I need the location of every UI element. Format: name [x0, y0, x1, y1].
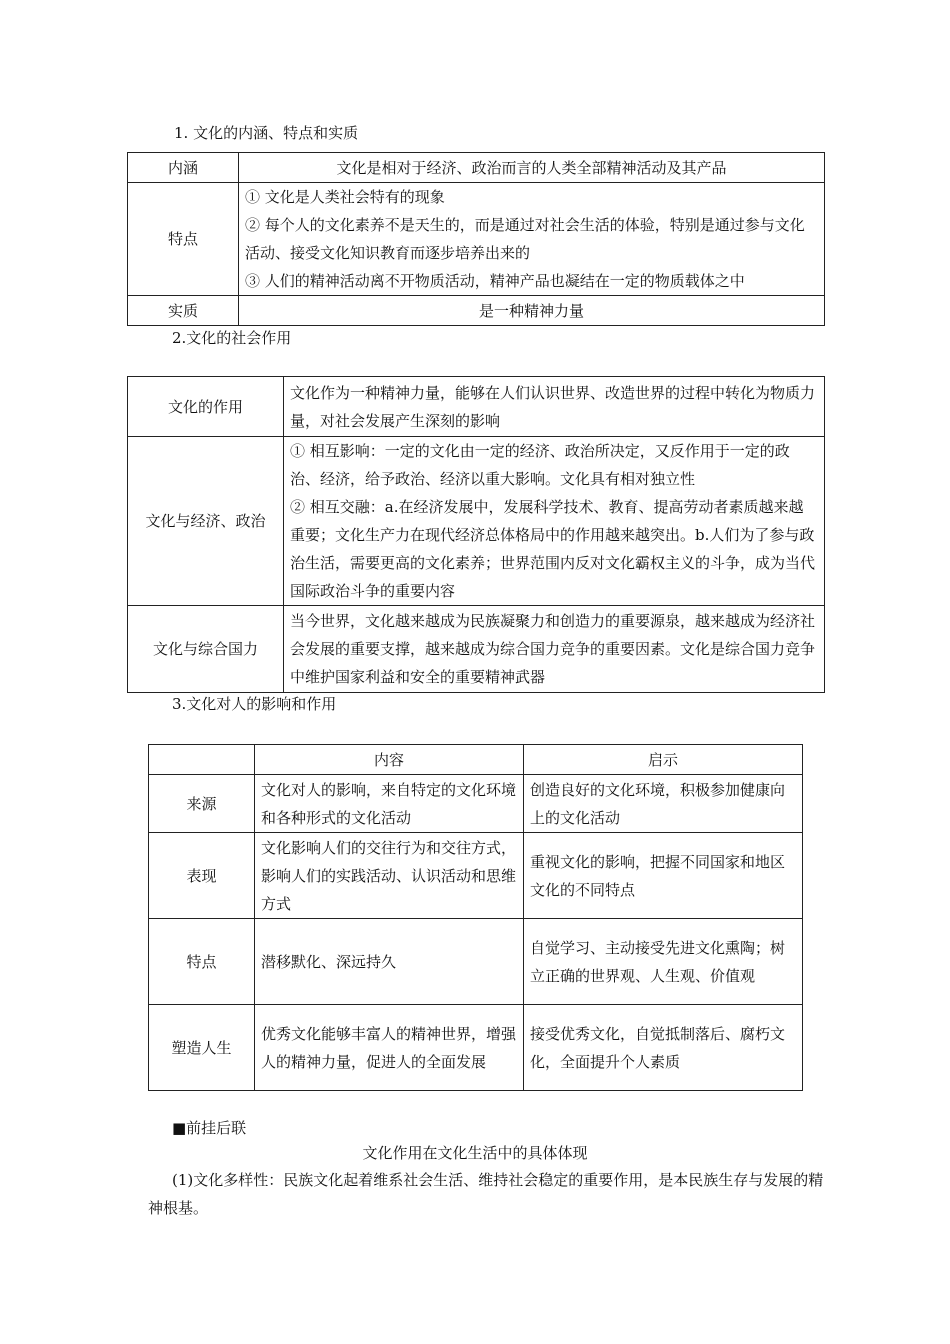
row-content: 当今世界，文化越来越成为民族凝聚力和创造力的重要源泉，越来越成为经济社会发展的重要支撑，越来越成为综合国力竞争的重要因素。文化是综合国力竞争中维护国家利益和安全的重要精神武器: [284, 606, 825, 693]
content-cell: 优秀文化能够丰富人的精神世界，增强人的精神力量，促进人的全面发展: [255, 1005, 524, 1091]
row-label: 文化的作用: [128, 377, 284, 437]
content-cell: 潜移默化、深远持久: [255, 919, 524, 1005]
table-row: [128, 296, 825, 326]
header-cell: 内容: [255, 745, 524, 775]
feature-item: ③ 人们的精神活动离不开物质活动，精神产品也凝结在一定的物质载体之中: [245, 272, 745, 290]
table-row: [128, 377, 825, 437]
header-cell: 启示: [524, 745, 803, 775]
table-header-row: [149, 745, 803, 775]
header-cell: [149, 745, 255, 775]
row-content: 文化是相对于经济、政治而言的人类全部精神活动及其产品: [239, 153, 825, 183]
body-paragraph: (1)文化多样性：民族文化起着维系社会生活、维持社会稳定的重要作用，是本民族生存与发展的精神根基。: [148, 1171, 824, 1217]
row-content: 文化作为一种精神力量，能够在人们认识世界、改造世界的过程中转化为物质力量，对社会发展产生深刻的影响: [284, 377, 825, 437]
subtitle: 文化作用在文化生活中的具体体现: [362, 1144, 588, 1162]
table-row: [128, 153, 825, 183]
row-label: 表现: [149, 833, 255, 919]
insight-cell: 接受优秀文化，自觉抵制落后、腐朽文化，全面提升个人素质: [524, 1005, 803, 1091]
table-row: [128, 606, 825, 693]
row-label: 文化与综合国力: [128, 606, 284, 693]
table-culture-definition: [127, 152, 825, 326]
section-2-title: 2.文化的社会作用: [172, 329, 292, 347]
table-influence-on-people: [148, 744, 803, 1091]
table-row: [149, 919, 803, 1005]
content-cell: 文化影响人们的交往行为和交往方式，影响人们的实践活动、认识活动和思维方式: [255, 833, 524, 919]
section-1-title: 1. 文化的内涵、特点和实质: [174, 124, 359, 142]
relation-item: ① 相互影响：一定的文化由一定的经济、政治所决定，又反作用于一定的政治、经济，给予政治、经济以重大影响。文化具有相对独立性: [290, 442, 790, 488]
row-label: 特点: [149, 919, 255, 1005]
row-label: 实质: [128, 296, 239, 326]
row-label: 塑造人生: [149, 1005, 255, 1091]
row-label: 特点: [128, 183, 239, 296]
feature-item: ① 文化是人类社会特有的现象: [245, 188, 445, 206]
insight-cell: 创造良好的文化环境，积极参加健康向上的文化活动: [524, 775, 803, 833]
content-cell: 文化对人的影响，来自特定的文化环境和各种形式的文化活动: [255, 775, 524, 833]
row-content: 是一种精神力量: [239, 296, 825, 326]
table-row: [128, 437, 825, 606]
section-3-title: 3.文化对人的影响和作用: [172, 695, 337, 713]
row-label: 内涵: [128, 153, 239, 183]
row-label: 来源: [149, 775, 255, 833]
section-marker: ■前挂后联: [172, 1119, 247, 1137]
table-row: [149, 775, 803, 833]
table-row: [128, 183, 825, 296]
table-social-role: [127, 376, 825, 693]
table-row: [149, 833, 803, 919]
table-row: [149, 1005, 803, 1091]
row-label: 文化与经济、政治: [128, 437, 284, 606]
feature-item: ② 每个人的文化素养不是天生的，而是通过对社会生活的体验，特别是通过参与文化活动、接受文化知识教育而逐步培养出来的: [245, 216, 805, 262]
insight-cell: 自觉学习、主动接受先进文化熏陶；树立正确的世界观、人生观、价值观: [524, 919, 803, 1005]
insight-cell: 重视文化的影响，把握不同国家和地区文化的不同特点: [524, 833, 803, 919]
relation-item: ② 相互交融：a.在经济发展中，发展科学技术、教育、提高劳动者素质越来越重要；文化生产力在现代经济总体格局中的作用越来越突出。b.人们为了参与政治生活，需要更高的文化素养；世界范围内反对文化霸权主义的斗争，成为当代国际政治斗争的重要内容: [290, 498, 816, 600]
